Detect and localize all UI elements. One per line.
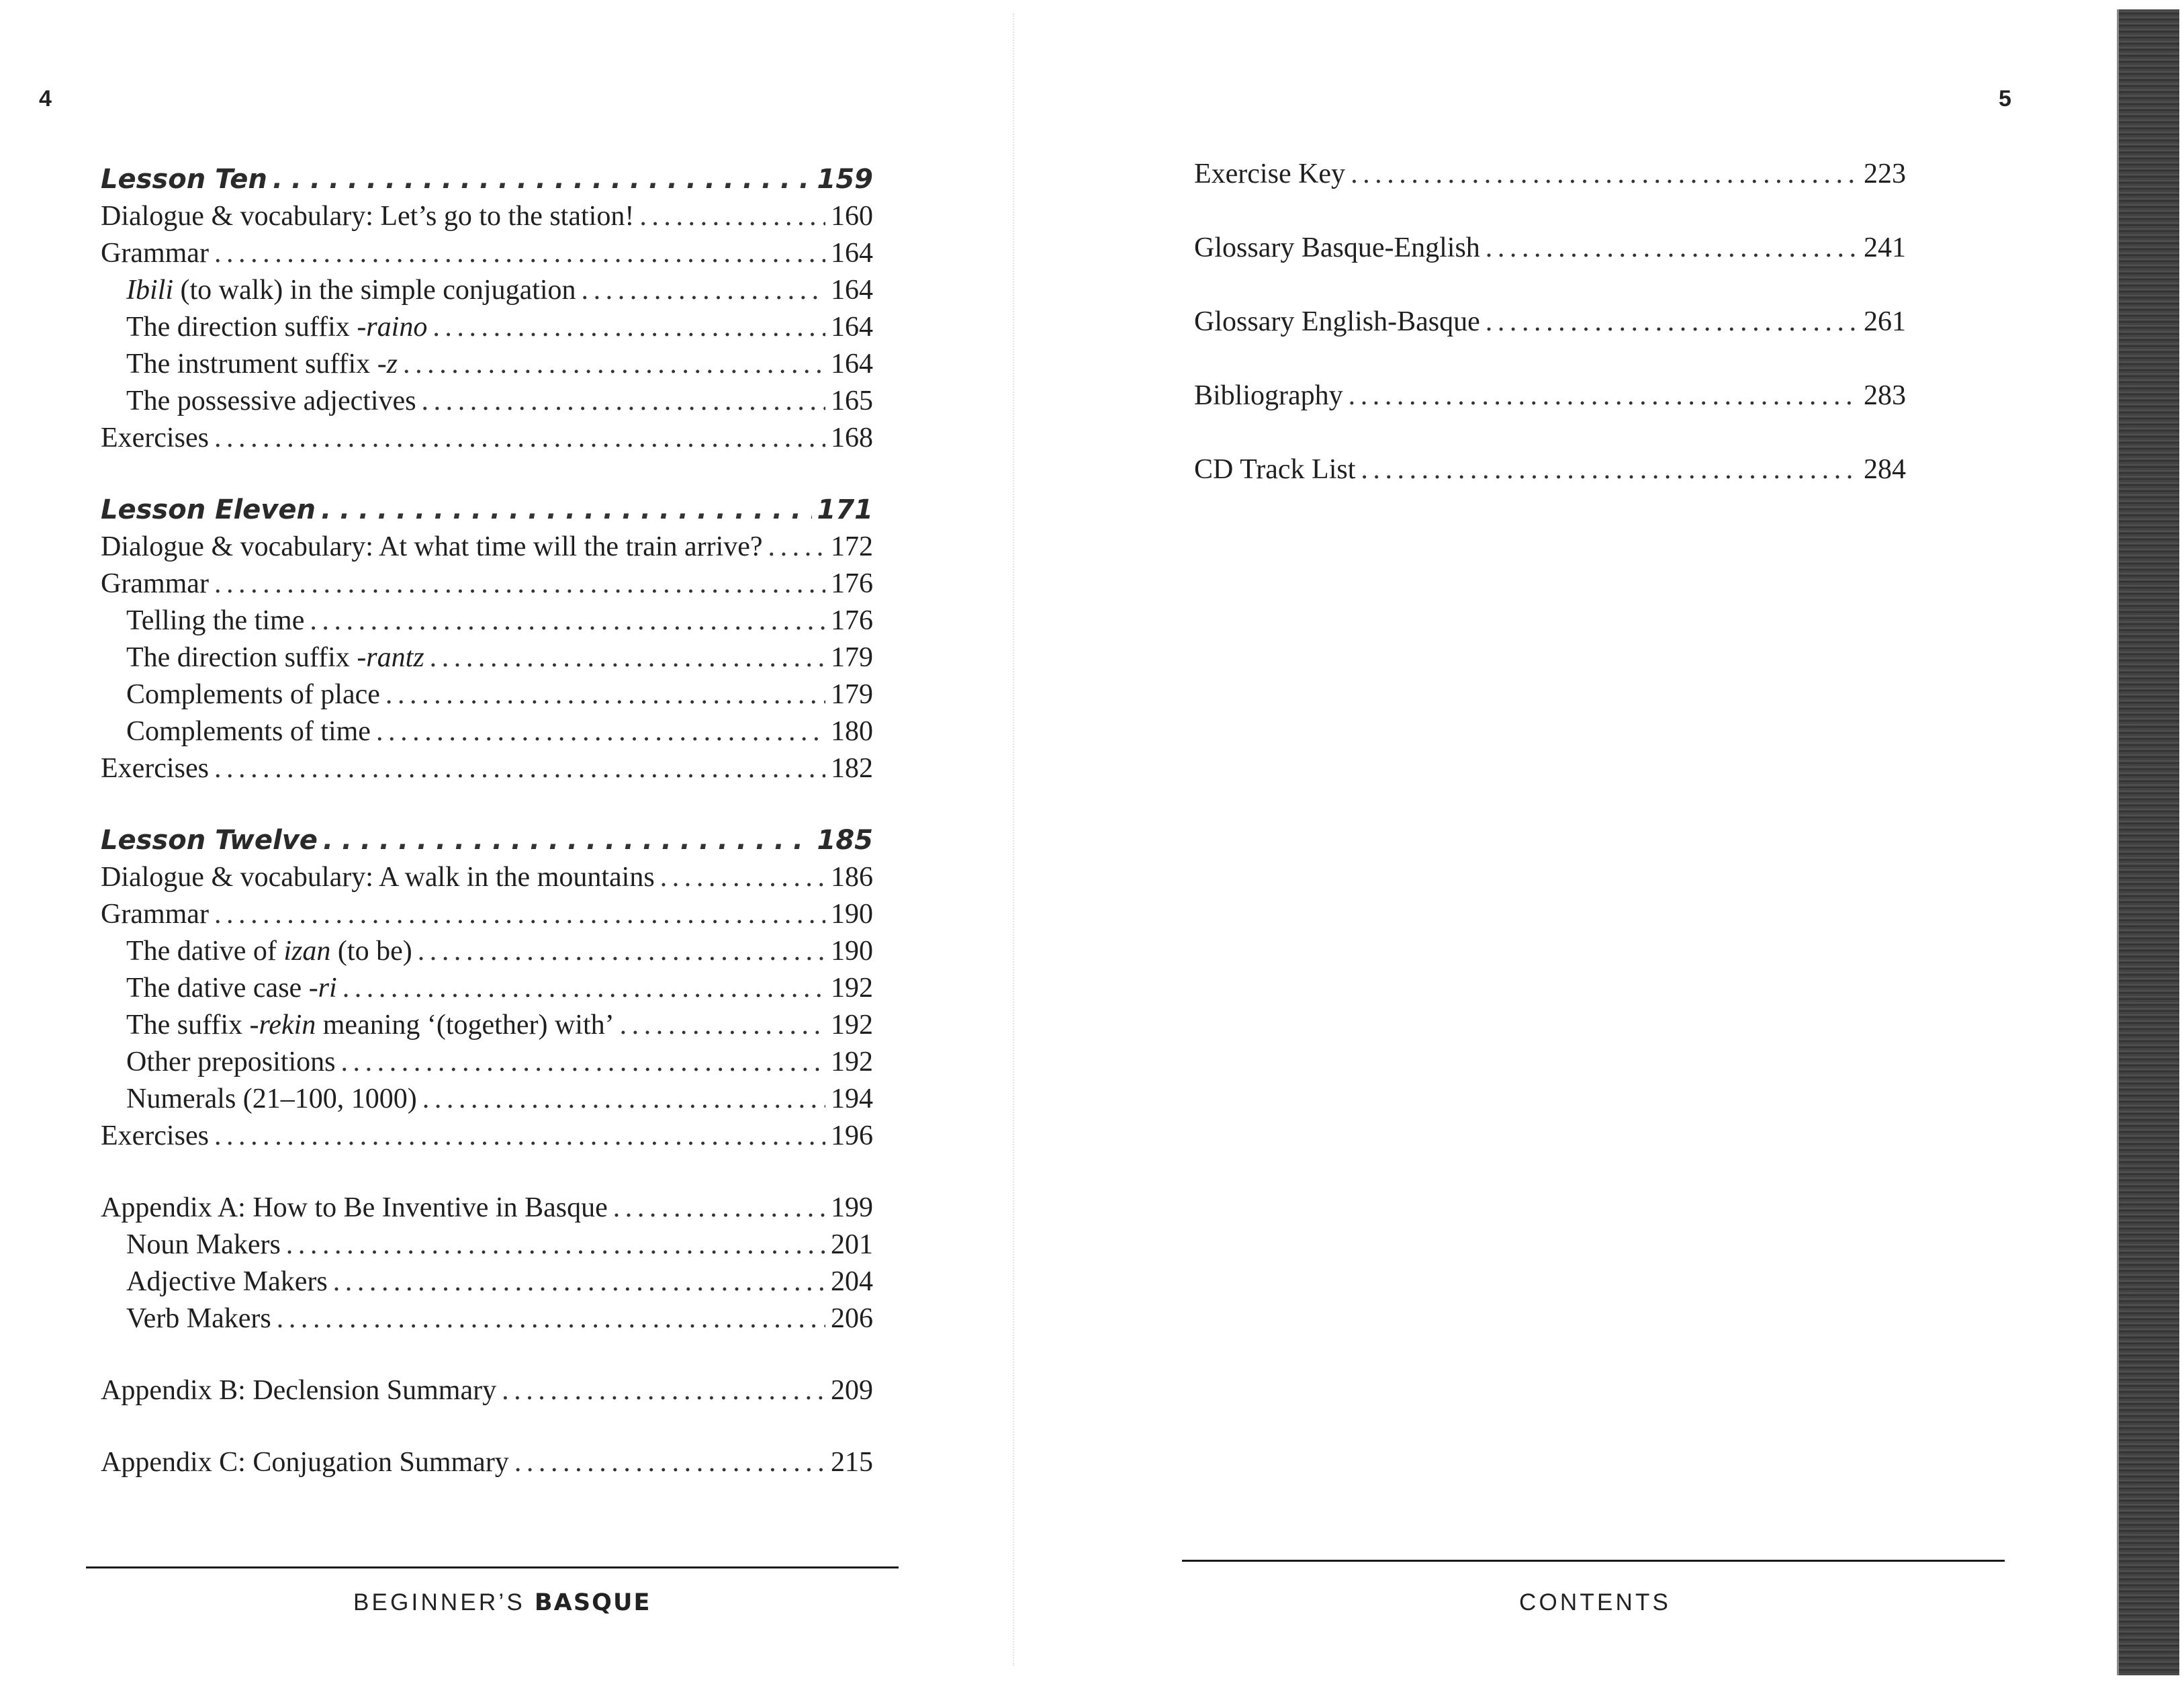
entry-label-text: The direction suffix (126, 312, 350, 343)
toc-entry[interactable] (101, 896, 873, 933)
dot-leader (514, 1444, 825, 1481)
toc-lesson-heading[interactable] (101, 161, 873, 198)
toc-subentry[interactable] (101, 713, 873, 750)
toc-subentry[interactable] (101, 1044, 873, 1081)
entry-label: Verb Makers (126, 1303, 271, 1334)
dot-leader (1486, 230, 1858, 267)
toc-entry[interactable] (1194, 378, 1906, 451)
dot-leader (502, 1372, 825, 1409)
dot-leader (385, 676, 825, 713)
page-ref: 199 (831, 1192, 873, 1223)
dot-leader (422, 383, 825, 420)
dot-leader (321, 492, 812, 529)
dot-leader (418, 933, 825, 970)
page-ref: 196 (831, 1120, 873, 1151)
toc-entry[interactable] (101, 198, 873, 235)
toc-entry[interactable] (1194, 304, 1906, 378)
toc-entry[interactable] (1194, 230, 1906, 304)
entry-label: Grammar (101, 899, 209, 930)
section-spacer (101, 457, 873, 492)
entry-label: Grammar (101, 568, 209, 599)
entry-label: Other prepositions (126, 1047, 336, 1077)
entry-label: Numerals (21–100, 1000) (126, 1083, 417, 1114)
toc-entry[interactable] (101, 235, 873, 272)
footer-rule (86, 1566, 899, 1568)
entry-label-text: The instrument suffix (126, 349, 371, 380)
dot-leader (639, 198, 825, 235)
section-spacer (101, 1337, 873, 1372)
page-ref: 204 (831, 1266, 873, 1297)
page-ref: 284 (1864, 454, 1906, 485)
entry-label (126, 639, 424, 676)
toc-entry[interactable] (101, 420, 873, 457)
toc-lesson-heading[interactable] (101, 492, 873, 529)
page-ref: 160 (831, 201, 873, 232)
dot-leader (1351, 156, 1858, 193)
entry-label: CD Track List (1194, 454, 1356, 485)
page-ref: 194 (831, 1083, 873, 1114)
entry-label: Exercises (101, 423, 209, 453)
toc-entry[interactable] (1194, 451, 1906, 525)
page-ref: 186 (831, 862, 873, 893)
entry-label-italic: Ibili (126, 275, 173, 306)
page-ref: 179 (831, 679, 873, 710)
page-ref: 190 (831, 936, 873, 967)
toc-appendix[interactable] (101, 1190, 873, 1227)
entry-label-text: (to walk) in the simple conjugation (180, 275, 576, 306)
page-ref: 164 (831, 349, 873, 380)
toc-entry[interactable] (1194, 156, 1906, 230)
dot-leader (214, 420, 825, 457)
entry-label (126, 309, 427, 346)
table-of-contents (101, 161, 873, 1481)
toc-entry[interactable] (101, 750, 873, 787)
dot-leader (214, 750, 825, 787)
page-ref: 209 (831, 1375, 873, 1406)
entry-label: Glossary English-Basque (1194, 306, 1480, 337)
footer-book-title: BASQUE (534, 1589, 651, 1616)
footer-rule (1182, 1560, 2005, 1562)
entry-label-italic: -z (377, 349, 398, 380)
toc-entry[interactable] (101, 859, 873, 896)
page-ref: 176 (831, 568, 873, 599)
page-ref: 201 (831, 1229, 873, 1260)
toc-subentry[interactable] (101, 639, 873, 676)
entry-label: Exercises (101, 753, 209, 784)
toc-subentry[interactable] (101, 676, 873, 713)
dot-leader (582, 272, 825, 309)
entry-label: Glossary Basque-English (1194, 232, 1480, 263)
toc-appendix[interactable] (101, 1444, 873, 1481)
dot-leader (768, 529, 825, 566)
entry-label-italic: izan (283, 936, 331, 967)
toc-subentry[interactable] (101, 309, 873, 346)
dot-leader (660, 859, 825, 896)
page-ref: 168 (831, 423, 873, 453)
entry-label (126, 970, 337, 1007)
toc-appendix[interactable] (101, 1372, 873, 1409)
entry-label: Noun Makers (126, 1229, 281, 1260)
toc-lesson-heading[interactable] (101, 822, 873, 859)
footer-book-prefix: BEGINNER’S (353, 1589, 525, 1615)
toc-subentry[interactable] (101, 346, 873, 383)
dot-leader (323, 822, 812, 859)
running-footer: CONTENTS (1519, 1589, 1672, 1615)
section-spacer (101, 1409, 873, 1444)
dot-leader (310, 603, 825, 639)
entry-label (126, 272, 576, 309)
dot-leader (1486, 304, 1858, 341)
page-ref: 179 (831, 642, 873, 673)
entry-label: Appendix A: How to Be Inventive in Basque (101, 1192, 608, 1223)
page-ref: 180 (831, 716, 873, 747)
dot-leader (273, 161, 812, 198)
dot-leader (214, 235, 825, 272)
toc-entry[interactable] (101, 529, 873, 566)
dot-leader (620, 1007, 825, 1044)
dot-leader (340, 1044, 825, 1081)
entry-label: Bibliography (1194, 380, 1343, 411)
page-ref: 223 (1864, 159, 1906, 189)
dot-leader (403, 346, 825, 383)
dot-leader (333, 1264, 825, 1300)
toc-subentry[interactable] (101, 1081, 873, 1118)
dot-leader (214, 566, 825, 603)
entry-label-text: The direction suffix (126, 642, 350, 673)
dot-leader (1349, 378, 1858, 414)
toc-entry[interactable] (101, 566, 873, 603)
dot-leader (343, 970, 825, 1007)
dot-leader (214, 1118, 825, 1155)
table-of-contents (1194, 156, 1906, 525)
page-ref: 241 (1864, 232, 1906, 263)
dot-leader (376, 713, 825, 750)
page-ref: 192 (831, 1047, 873, 1077)
entry-label: Dialogue & vocabulary: At what time will the train arrive? (101, 531, 763, 562)
page-ref: 165 (831, 386, 873, 416)
entry-label: Grammar (101, 238, 209, 269)
entry-label-text-after: (to be) (337, 936, 412, 967)
page-ref: 190 (831, 899, 873, 930)
left-page (0, 0, 1014, 1682)
entry-label: Complements of time (126, 716, 371, 747)
page-ref: 164 (831, 312, 873, 343)
entry-label: Exercises (101, 1120, 209, 1151)
entry-label: Complements of place (126, 679, 380, 710)
entry-label: Dialogue & vocabulary: A walk in the mountains (101, 862, 655, 893)
section-spacer (101, 1155, 873, 1190)
entry-label (126, 1007, 615, 1044)
entry-label-italic: -rantz (357, 642, 424, 673)
section-spacer (101, 787, 873, 822)
entry-label: The possessive adjectives (126, 386, 416, 416)
entry-label-text: The dative of (126, 936, 277, 967)
page-ref: 164 (831, 275, 873, 306)
toc-subentry[interactable] (101, 1300, 873, 1337)
page-ref: 164 (831, 238, 873, 269)
page-ref: 192 (831, 973, 873, 1004)
dot-leader (613, 1190, 825, 1227)
toc-subentry[interactable] (101, 1007, 873, 1044)
page-ref: 206 (831, 1303, 873, 1334)
right-page (1014, 0, 2184, 1682)
entry-label-text-after: meaning ‘(together) with’ (322, 1010, 615, 1041)
toc-subentry[interactable] (101, 272, 873, 309)
page-ref: 261 (1864, 306, 1906, 337)
dot-leader (286, 1227, 825, 1264)
dot-leader (214, 896, 825, 933)
dot-leader (430, 639, 825, 676)
toc-subentry[interactable] (101, 933, 873, 970)
toc-subentry[interactable] (101, 603, 873, 639)
entry-label (126, 933, 412, 970)
entry-label: Appendix B: Declension Summary (101, 1375, 497, 1406)
entry-label: Telling the time (126, 605, 305, 636)
page-ref: 159 (817, 164, 873, 195)
entry-label (126, 346, 398, 383)
scan-edge-shadow (2117, 9, 2179, 1675)
toc-subentry[interactable] (101, 1227, 873, 1264)
entry-label: Appendix C: Conjugation Summary (101, 1447, 509, 1478)
dot-leader (433, 309, 825, 346)
entry-label: Dialogue & vocabulary: Let’s go to the station! (101, 201, 635, 232)
page-ref: 182 (831, 753, 873, 784)
toc-subentry[interactable] (101, 1264, 873, 1300)
entry-label-text: The dative case (126, 973, 302, 1004)
page-number: 5 (1999, 86, 2011, 112)
dot-leader (422, 1081, 825, 1118)
dot-leader (277, 1300, 825, 1337)
toc-subentry[interactable] (101, 970, 873, 1007)
entry-label: Adjective Makers (126, 1266, 328, 1297)
page-ref: 171 (817, 494, 873, 525)
page-ref: 172 (831, 531, 873, 562)
entry-label-text: The suffix (126, 1010, 243, 1041)
dot-leader (1361, 451, 1858, 488)
toc-subentry[interactable] (101, 383, 873, 420)
running-footer (353, 1589, 651, 1616)
page-ref: 192 (831, 1010, 873, 1041)
entry-label-italic: -ri (308, 973, 337, 1004)
page-ref: 176 (831, 605, 873, 636)
entry-label: Exercise Key (1194, 159, 1346, 189)
lesson-title: Lesson Eleven (101, 494, 316, 525)
page-ref: 283 (1864, 380, 1906, 411)
lesson-title: Lesson Twelve (101, 825, 318, 856)
entry-label-italic: -rekin (249, 1010, 316, 1041)
toc-entry[interactable] (101, 1118, 873, 1155)
page-ref: 185 (817, 825, 873, 856)
lesson-title: Lesson Ten (101, 164, 267, 195)
page-ref: 215 (831, 1447, 873, 1478)
entry-label-italic: -raino (357, 312, 428, 343)
page-number: 4 (39, 86, 52, 112)
